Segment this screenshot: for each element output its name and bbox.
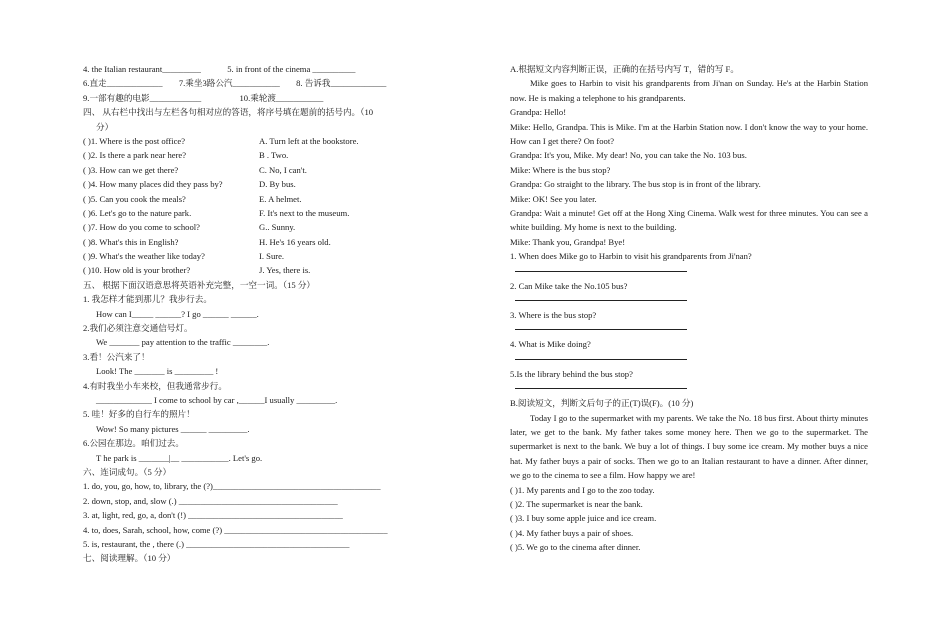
vocab-item: 10.乘轮渡___________ (239, 92, 324, 103)
dialogue-line: Mike: Hello, Grandpa. This is Mike. I'm at the Harbin Station now. I don't know the way to your home. How can I get there? On foot? (510, 121, 868, 147)
reading-question: 5.Is the library behind the bus stop? (510, 368, 633, 379)
fill-english[interactable]: How can I_____ ______? I go ______ ______. (96, 308, 259, 319)
dialogue (510, 105, 868, 249)
match-question: ( )5. Can you cook the meals? (83, 193, 186, 204)
fill-chinese: 1. 我怎样才能到那儿？我步行去。 (83, 294, 212, 305)
match-question: ( )3. How can we get there? (83, 164, 179, 175)
order-item[interactable]: 1. do, you, go, how, to, library, the (?)_______________________________________ (83, 481, 381, 492)
section-7-title: 七、阅读理解。（10 分） (83, 553, 176, 564)
match-question: ( )4. How many places did they pass by? (83, 179, 223, 190)
match-answer: C. No, I can't. (259, 164, 307, 175)
right-column (510, 62, 868, 555)
dialogue-line: Grandpa: Hello! (510, 107, 567, 118)
fill-in-list (83, 292, 453, 465)
tf-item[interactable]: ( )2. The supermarket is near the bank. (510, 499, 643, 510)
match-row (83, 192, 453, 206)
reading-a-paragraph: Mike goes to Harbin to visit his grandparents from Ji'nan on Sunday. He's at the Harbin Station now. He is making a telephone to his grandparents. (510, 78, 868, 103)
match-row (83, 163, 453, 177)
fill-english[interactable]: Look! The _______ is _________ ! (96, 366, 219, 377)
fill-chinese: 6.公园在那边。咱们过去。 (83, 438, 184, 449)
fill-chinese: 4.有时我坐小车来校，但我通常步行。 (83, 380, 227, 391)
reading-question: 4. What is Mike doing? (510, 339, 591, 350)
match-answer: F. It's next to the museum. (259, 207, 350, 218)
fill-english[interactable]: We _______ pay attention to the traffic ________. (96, 337, 270, 348)
match-question: ( )2. Is there a park near here? (83, 150, 187, 161)
match-row (83, 177, 453, 191)
section-4-title: 四、 从右栏中找出与左栏各句相对应的答语，将序号填在题前的括号内。（10 (83, 107, 374, 118)
reading-b-paragraph: Today I go to the supermarket with my parents. We take the No. 18 bus first. About thirty minutes later, we get to the bank. My father takes some money here. Then we go to the supermarket. The supermarket is next to the bank. We buy a lot of things. I buy some ice cream. My mother buys a nice hat. My father buys a pair of socks. Then we go to an Italian restaurant to have a dinner. After dinner, we go to the cinema to see a film. How happy we are! (510, 412, 868, 481)
match-question: ( )6. Let's go to the nature park. (83, 207, 192, 218)
answer-line[interactable] (515, 264, 687, 272)
match-answer: E. A helmet. (259, 193, 302, 204)
tf-item[interactable]: ( )1. My parents and I go to the zoo today. (510, 484, 655, 495)
match-answer: G.. Sunny. (259, 222, 296, 233)
vocab-row-3 (83, 91, 453, 105)
answer-line[interactable] (515, 352, 687, 360)
match-question: ( )8. What's this in English? (83, 236, 179, 247)
match-answer: H. He's 16 years old. (259, 236, 331, 247)
matching-list (83, 134, 453, 278)
match-row (83, 249, 453, 263)
fill-english[interactable]: T he park is _______|__ ___________. Let's go. (96, 452, 263, 463)
order-item[interactable]: 4. to, does, Sarah, school, how, come (?) ______________________________________ (83, 524, 388, 535)
match-answer: D. By bus. (259, 179, 296, 190)
sentence-order-list (83, 479, 453, 551)
order-item[interactable]: 5. is, restaurant, the , there (.) ______________________________________ (83, 538, 350, 549)
match-row (83, 235, 453, 249)
vocab-row-2 (83, 76, 453, 90)
section-5-title: 五、 根据下面汉语意思将英语补充完整，一空一词。（15 分） (83, 279, 316, 290)
vocab-item: 4. the Italian restaurant_________ (83, 64, 201, 74)
dialogue-line: Grandpa: Go straight to the library. The bus stop is in front of the library. (510, 179, 761, 190)
match-row (83, 263, 453, 277)
tf-item[interactable]: ( )4. My father buys a pair of shoes. (510, 527, 634, 538)
dialogue-line: Mike: Thank you, Grandpa! Bye! (510, 236, 626, 247)
dialogue-line: Mike: Where is the bus stop? (510, 164, 611, 175)
reading-question: 1. When does Mike go to Harbin to visit his grandparents from Ji'nan? (510, 251, 752, 262)
dialogue-line: Grandpa: Wait a minute! Get off at the Hong Xing Cinema. Walk west for three minutes. You can see a white building. My home is next to the building. (510, 208, 868, 233)
answer-line[interactable] (515, 381, 687, 389)
reading-a-questions (510, 249, 868, 389)
fill-english[interactable]: _____________ I come to school by car ,______I usually _________. (96, 394, 338, 405)
match-answer: J. Yes, there is. (259, 265, 311, 276)
fill-chinese: 2.我们必须注意交通信号灯。 (83, 323, 193, 334)
reading-a-title: A.根据短文内容判断正误，正确的在括号内写 T，错的写 F。 (510, 64, 739, 74)
tf-item[interactable]: ( )5. We go to the cinema after dinner. (510, 542, 641, 553)
vocab-item: 6.直走_____________ (83, 78, 163, 89)
answer-line[interactable] (515, 293, 687, 301)
vocab-item: 8. 告诉我_____________ (296, 78, 387, 89)
dialogue-line: Mike: OK! See you later. (510, 193, 597, 204)
tf-item[interactable]: ( )3. I buy some apple juice and ice cream. (510, 513, 657, 524)
vocab-row-1 (83, 62, 453, 76)
vocab-item: 7.乘坐3路公汽___________ (178, 78, 280, 89)
match-answer: A. Turn left at the bookstore. (259, 135, 359, 146)
match-row (83, 134, 453, 148)
match-answer: B . Two. (259, 150, 289, 161)
fill-chinese: 5. 哇！好多的自行车的照片！ (83, 409, 195, 420)
true-false-list (510, 483, 868, 555)
dialogue-line: Grandpa: It's you, Mike. My dear! No, you can take the No. 103 bus. (510, 150, 747, 161)
match-question: ( )1. Where is the post office? (83, 135, 186, 146)
match-question: ( )9. What's the weather like today? (83, 251, 205, 262)
vocab-item: 5. in front of the cinema __________ (227, 64, 356, 74)
vocab-item: 9.一部有趣的电影____________ (83, 92, 202, 103)
left-column (83, 62, 453, 566)
section-6-title: 六、连词成句。（5 分） (83, 466, 172, 477)
section-4-title-cont: 分） (96, 121, 114, 132)
reading-question: 3. Where is the bus stop? (510, 310, 597, 321)
match-row (83, 206, 453, 220)
match-row (83, 148, 453, 162)
match-row (83, 220, 453, 234)
match-question: ( )10. How old is your brother? (83, 265, 191, 276)
fill-chinese: 3.看！公汽来了！ (83, 351, 150, 362)
answer-line[interactable] (515, 322, 687, 330)
order-item[interactable]: 2. down, stop, and, slow (.) _____________________________________ (83, 495, 338, 506)
reading-b-title: B.阅读短文，判断文后句子的正(T)误(F)。(10 分) (510, 398, 694, 409)
match-question: ( )7. How do you come to school? (83, 222, 200, 233)
order-item[interactable]: 3. at, light, red, go, a, don't (!) ____________________________________ (83, 510, 343, 521)
fill-english[interactable]: Wow! So many pictures ______ _________. (96, 423, 250, 434)
match-answer: I. Sure. (259, 251, 285, 262)
reading-question: 2. Can Mike take the No.105 bus? (510, 280, 628, 291)
